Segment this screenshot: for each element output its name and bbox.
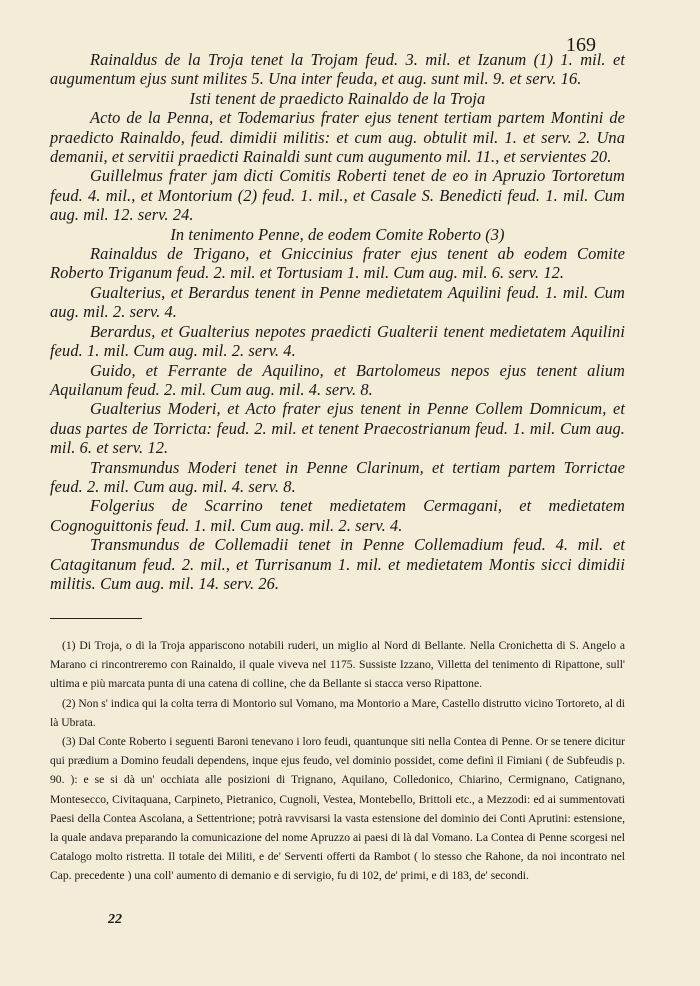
paragraph: Rainaldus de Trigano, et Gniccinius frater ejus tenent ab eodem Comite Roberto Triganum feud. 2. mil. et Tortusiam 1. mil. Cum aug. mil. 6. serv. 12. [50,244,625,283]
section-heading: Isti tenent de praedicto Rainaldo de la Troja [189,88,486,108]
footnote-divider [50,618,142,619]
paragraph: Guillelmus frater jam dicti Comitis Roberti tenet de eo in Apruzio Tortoretum feud. 4. mil., et Montorium (2) feud. 1. mil., et Casale S. Benedicti feud. 1. mil. Cum aug. mil. 12. serv. 24. [50,166,625,225]
paragraph: Gualterius, et Berardus tenent in Penne medietatem Aquilini feud. 1. mil. Cum aug. mil. 2. serv. 4. [50,282,625,322]
paragraph: Transmundus Moderi tenet in Penne Clarinum, et tertiam partem Torrictae feud. 2. mil. Cum aug. mil. 4. serv. 8. [50,457,625,496]
main-text [50,50,625,593]
footnotes [50,636,625,886]
paragraph: Rainaldus de la Troja tenet la Trojam feud. 3. mil. et Izanum (1) 1. mil. et augumentum ejus sunt milites 5. Una inter feuda, et aug. sunt mil. 9. et serv. 16. [50,50,625,89]
footnote: (3) Dal Conte Roberto i seguenti Baroni tenevano i loro feudi, quantunque siti nella Contea di Penne. Or se tenere dicitur qui prædium a Domino feudali dependens, inque ejus feudo, vel dominio possidet, come definì il Fimiani ( de Subfeudis p. 90. ): e se si dà un' occhiata alle posizioni di Trignano, Aquilano, Colledonico, Chiarino, Cermignano, Catignano, Montesecco, Civitaquana, Carpineto, Pietranico, Cugnoli, Vestea, Montebello, Brittoli etc., a Mezzodi: ed ai summentovati Paesi della Contea Ascolana, a Settentrione; potrà ravvisarsi la vasta estensione del dominio dei Conti Aprutini: estensione, la quale andava preparando la comunicazione del nome Apruzzo ai paesi di là dal Vomano. La Contea di Penne scorgesi nel Catalogo molto ristretta. Il totale dei Militi, e de' Serventi offerti da Rambot ( lo stesso che Rahone, da noi incontrato nel Cap. precedente ) una coll' aumento di demanio e di servigio, fu di 102, de' primi, e di 183, de' secondi. [50,735,625,883]
page-number: 169 [566,34,596,56]
paragraph: Guido, et Ferrante de Aquilino, et Bartolomeus nepos ejus tenent alium Aquilanum feud. 2. mil. Cum aug. mil. 4. serv. 8. [50,360,625,399]
footnote: (1) Di Troja, o di la Troja appariscono notabili ruderi, un miglio al Nord di Bellante. Nella Cronichetta di S. Angelo a Marano ci rincontreremo con Rainaldo, il quale viveva nel 1175. Sussiste Izzano, Villetta del tenimento di Ripattone, sull' ultima e più marcata punta di una catena di colline, che da Bellante si stacca verso Ripattone. [50,639,625,691]
paragraph: Folgerius de Scarrino tenet medietatem Cermagani, et medietatem Cognoguittonis feud. 1. mil. Cum aug. mil. 2. serv. 4. [50,496,625,535]
section-heading: In tenimento Penne, de eodem Comite Roberto (3) [170,224,505,244]
paragraph: Gualterius Moderi, et Acto frater ejus tenent in Penne Collem Domnicum, et duas partes de Torricta: feud. 2. mil. et tenent Praecostrianum feud. 1. mil. Cum aug. mil. 6. et serv. 12. [50,399,625,458]
paragraph: Acto de la Penna, et Todemarius frater ejus tenent tertiam partem Montini de praedicto Rainaldo, feud. dimidii militis: et cum aug. obtulit mil. 1. et serv. 2. Una demanii, et servitii praedicti Rainaldi sunt cum augumento mil. 11., et servientes 20. [50,108,625,167]
footnote: (2) Non s' indica qui la colta terra di Montorio sul Vomano, ma Montorio a Mare, Castello distrutto vicino Tortoreto, al di là Ubrata. [50,696,625,729]
paragraph: Berardus, et Gualterius nepotes praedicti Gualterii tenent medietatem Aquilini feud. 1. mil. Cum aug. mil. 2. serv. 4. [50,321,625,361]
signature-mark: 22 [108,912,122,927]
paragraph: Transmundus de Collemadii tenet in Penne Collemadium feud. 4. mil. et Catagitanum feud. 2. mil., et Turrisanum 1. mil. et medietatem Montis sicci dimidii militis. Cum aug. mil. 14. serv. 26. [50,535,625,593]
